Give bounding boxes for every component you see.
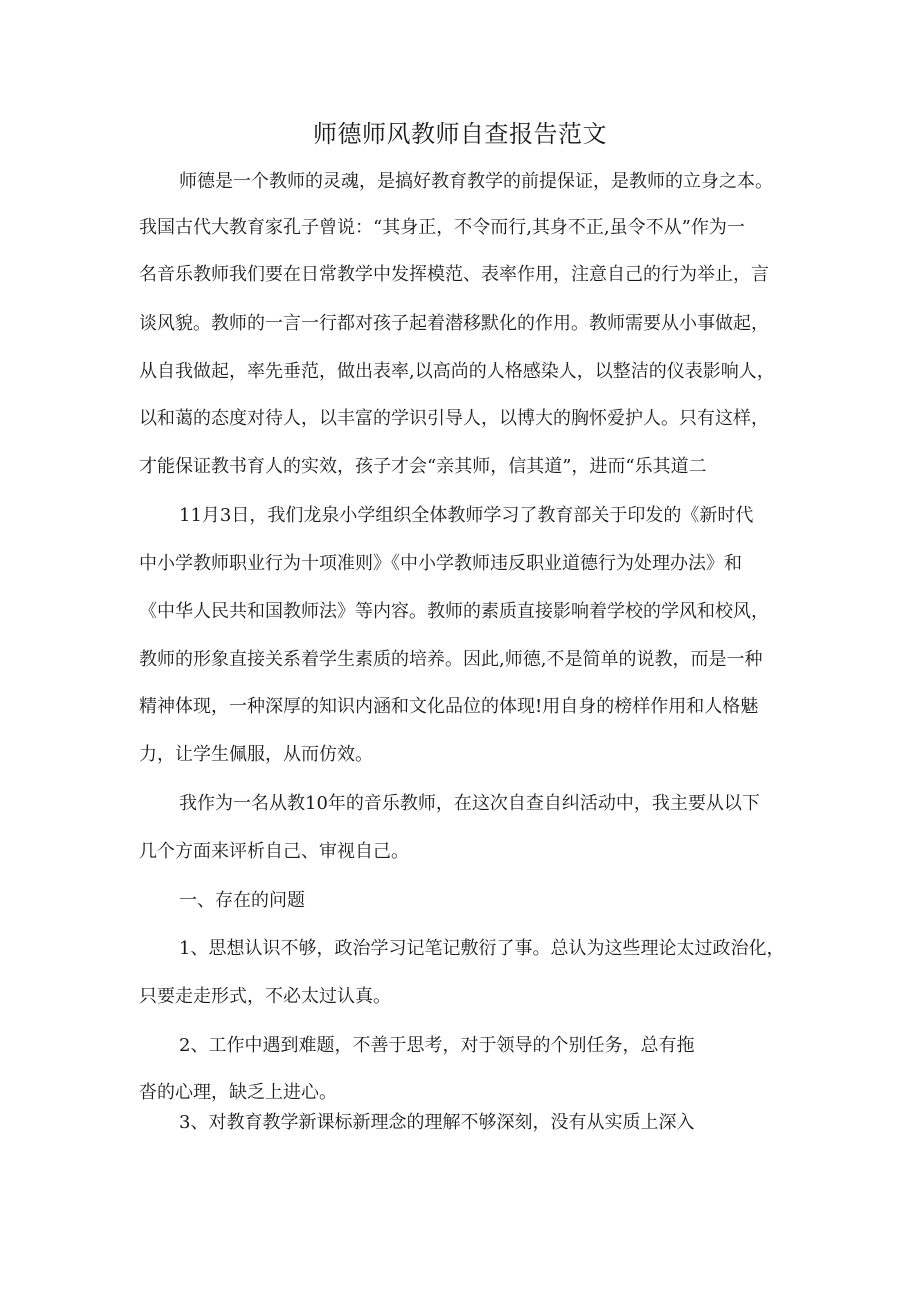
paragraph-line: 师德是一个教师的灵魂，是搞好教育教学的前提保证，是教师的立身之本。 (179, 171, 773, 192)
paragraph-line: 我国古代大教育家孔子曾说：“其身正，不令而行,其身不正,虽令不从”作为一 (139, 217, 745, 238)
paragraph-line: 谈风貌。教师的一言一行都对孩子起着潜移默化的作用。教师需要从小事做起， (139, 313, 769, 334)
paragraph-line: 《中华人民共和国教师法》等内容。教师的素质直接影响着学校的学风和校风， (139, 601, 769, 622)
paragraph-line: 以和蔼的态度对待人，以丰富的学识引导人，以博大的胸怀爱护人。只有这样， (139, 408, 769, 429)
paragraph-line: 名音乐教师我们要在日常教学中发挥模范、表率作用，注意自己的行为举止，言 (139, 264, 769, 285)
paragraph-line: 我作为一名从教10年的音乐教师，在这次自查自纠活动中，我主要从以下 (179, 793, 760, 814)
paragraph-line: 才能保证教书育人的实效，孩子才会“亲其师，信其道”，进而“乐其道二 (139, 456, 707, 477)
paragraph-line: 教师的形象直接关系着学生素质的培养。因此,师德,不是简单的说教，而是一种 (139, 649, 763, 670)
section-heading: 一、存在的问题 (179, 890, 305, 911)
paragraph-line: 3、对教育教学新课标新理念的理解不够深刻，没有从实质上深入 (179, 1112, 695, 1133)
document-title: 师德师风教师自查报告范文 (313, 120, 607, 148)
paragraph-line: 几个方面来评析自己、审视自己。 (139, 841, 409, 862)
paragraph-line: 精神体现，一种深厚的知识内涵和文化品位的体现!用自身的榜样作用和人格魅 (139, 696, 759, 717)
paragraph-line: 2、工作中遇到难题，不善于思考，对于领导的个别任务，总有拖 (179, 1035, 695, 1056)
paragraph-line: 1、思想认识不够，政治学习记笔记敷衍了事。总认为这些理论太过政治化， (179, 938, 785, 959)
paragraph-line: 力，让学生佩服，从而仿效。 (139, 744, 373, 765)
paragraph-line: 中小学教师职业行为十项准则》《中小学教师违反职业道德行为处理办法》和 (139, 553, 742, 574)
paragraph-line: 从自我做起，率先垂范，做出表率,以高尚的人格感染人，以整洁的仪表影响人， (139, 361, 775, 382)
paragraph-line: 沓的心理，缺乏上进心。 (139, 1082, 337, 1103)
paragraph-line: 只要走走形式，不必太过认真。 (139, 986, 391, 1007)
paragraph-line: 11月3日，我们龙泉小学组织全体教师学习了教育部关于印发的《新时代 (179, 505, 754, 526)
